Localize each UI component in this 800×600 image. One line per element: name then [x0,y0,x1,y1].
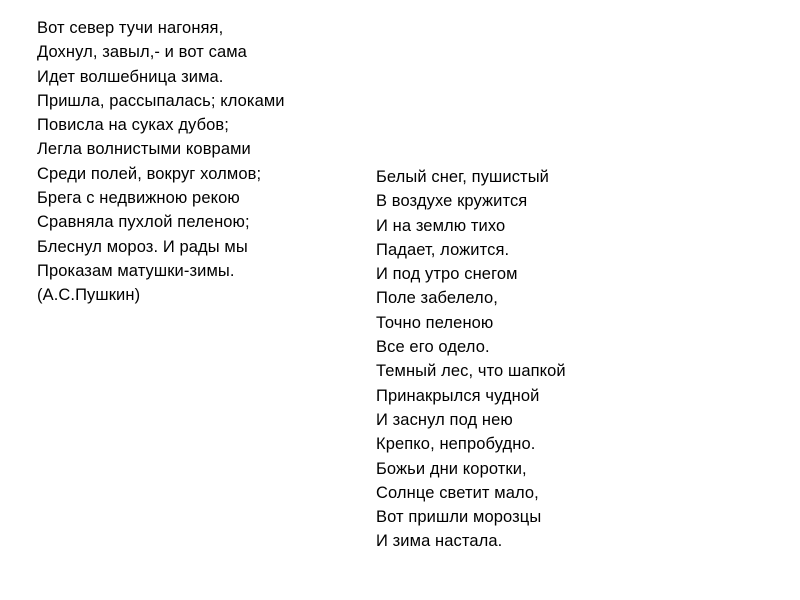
poem-line: Белый снег, пушистый [376,168,549,186]
poem-line: Темный лес, что шапкой [376,362,566,381]
poem-line: Повисла на суках дубов; [37,116,229,135]
poem-line: И заснул под нею [376,410,513,429]
poem-left [37,16,285,308]
poem-line: Принакрылся чудной [376,386,540,405]
poem-line: В воздухе кружится [376,192,528,211]
poem-line: Вот север тучи нагоняя, [37,19,224,37]
poem-right [376,165,566,554]
poem-line: Среди полей, вокруг холмов; [37,164,262,183]
poem-line: Пришла, рассыпалась; клоками [37,91,285,110]
poem-author: (А.С.Пушкин) [37,286,141,305]
poem-line: Брега с недвижною рекою [37,189,240,208]
poem-line: И зима настала. [376,532,503,551]
poem-line: Падает, ложится. [376,240,510,259]
poem-line: Поле забелело, [376,289,498,308]
poem-line: Легла волнистыми коврами [37,140,251,159]
poem-line: Божьи дни коротки, [376,459,527,478]
poem-line: И под утро снегом [376,265,518,284]
poem-line: Дохнул, завыл,- и вот сама [37,43,247,62]
poem-line: И на землю тихо [376,216,506,235]
poem-line: Крепко, непробудно. [376,435,536,454]
poem-line: Солнце светит мало, [376,483,539,502]
poem-line: Точно пеленою [376,313,494,332]
poem-line: Вот пришли морозцы [376,508,542,527]
poem-line: Все его одело. [376,338,490,357]
poem-line: Идет волшебница зима. [37,67,224,86]
poem-line: Блеснул мороз. И рады мы [37,237,248,256]
poem-line: Проказам матушки-зимы. [37,261,235,280]
poem-line: Сравняла пухлой пеленою; [37,213,250,232]
